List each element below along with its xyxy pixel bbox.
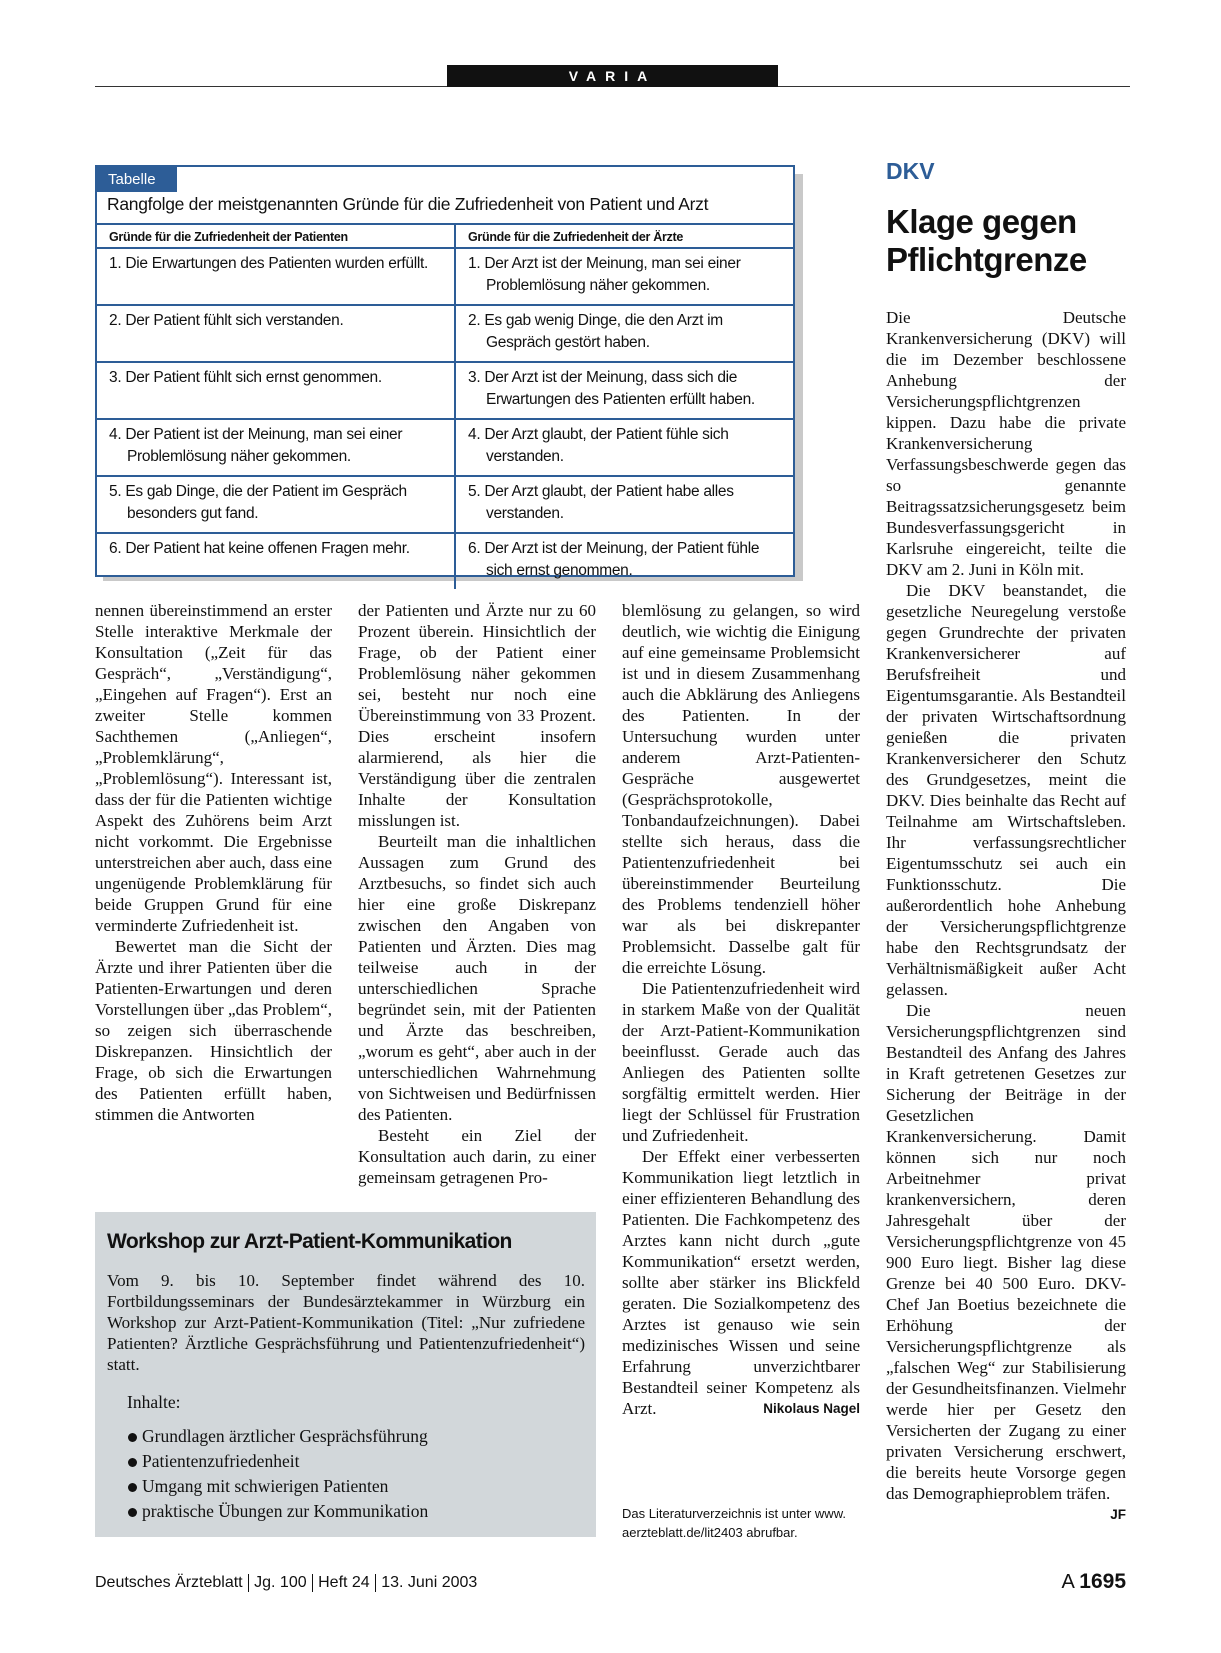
article-paragraph: Der Effekt einer verbesserten Kommunikation liegt letztlich in einer effizienteren Behandlung des Patienten. Die Fachkompetenz des Arztes kann nicht durch „gute Kommunikation“ ersetzt werden, sollte aber stärker ins Blickfeld geraten. Die Sozialkompetenz des Arztes ist genauso wie sein medizinisches Wissen und seine Erfahrung unverzichtbarer Bestandteil seiner Kompetenz als Arzt. Nikolaus Nagel [622,1147,860,1418]
dkv-paragraph: Die neuen Versicherungspflichtgrenzen sind Bestandteil des Anfang des Jahres in Kraft getretenen Gesetzes zur Sicherung der Beiträge in der Gesetzlichen Krankenversicherung. Damit können sich nur noch Arbeitnehmer privat krankenversichern, deren Jahresgehalt über der Versicherungspflichtgrenze von 45 900 Euro liegt. Bisher lag diese Grenze bei 40 500 Euro. DKV-Chef Jan Boetius bezeichnete die Erhöhung der Versicherungspflichtgrenze als „falschen Weg“ zur Stabilisierung der Gesundheitsfinanzen. Vielmehr werde hier per Gesetz den Versicherten der Zugang zu einer privaten Versicherung erschwert, die bereits heute Vorsorge gegen das Demographieproblem träfen. JF [886,1000,1126,1504]
table-row [97,475,793,532]
journal-name: Deutsches Ärzteblatt [95,1574,243,1591]
article-paragraph: nennen übereinstimmend an erster Stelle interaktive Merkmale der Konsultation („Zeit für das Gespräch“, „Verständigung“, „Eingehen auf Fragen“). Erst an zweiter Stelle kommen Sachthemen („Anliegen“, „Problemklärung“, „Problemlösung“). Interessant ist, dass der für die Patienten wichtige Aspekt des Zuhörens beim Arzt nicht vorkommt. Die Ergebnisse unterstreichen aber auch, dass eine ungenügende Problemklärung für beide Gruppen Grund für eine verminderte Zufriedenheit ist. [95,601,332,935]
table-cell-patient: 3. Der Patient fühlt sich ernst genommen. [97,363,456,418]
dkv-paragraph: Die DKV beanstandet, die gesetzliche Neuregelung verstoße gegen Grundrechte der privaten Krankenversicherer auf Berufsfreiheit und Eigentumsgarantie. Als Bestandteil der privaten Wirtschaftsordnung genießen die privaten Krankenversicherer den Schutz des Grundgesetzes, meint die DKV. Dies beinhalte das Recht auf Teilnahme am Wirtschaftsleben. Ihr verfassungsrechtlicher Eigentumsschutz sei auch ein Funktionsschutz. Die außerordentlich hohe Anhebung der Versicherungspflichtgrenze habe den Rechtsgrundsatz der Verhältnismäßigkeit außer Acht gelassen. [886,581,1126,999]
dkv-headline: Klage gegen Pflichtgrenze [886,203,1087,278]
table-cell-patient: 6. Der Patient hat keine offenen Fragen mehr. [97,534,456,589]
workshop-contents-label: Inhalte: [127,1392,181,1412]
table-cell-patient: 2. Der Patient fühlt sich verstanden. [97,306,456,361]
table-title: Rangfolge der meistgenannten Gründe für die Zufriedenheit von Patient und Arzt [107,194,709,214]
workshop-contents-list [127,1424,428,1524]
table-row [97,247,793,304]
table-row [97,304,793,361]
workshop-title: Workshop zur Arzt-Patient-Kommunikation [107,1230,512,1253]
dkv-author: JF [1110,1507,1126,1522]
dkv-article-column [886,307,1126,1525]
table-cell-doctor: 6. Der Arzt ist der Meinung, der Patient fühle sich ernst genommen. [468,540,760,579]
table-grid [97,223,793,589]
table-row [97,361,793,418]
article-paragraph: der Patienten und Ärzte nur zu 60 Prozent überein. Hinsichtlich der Frage, ob der Patient einer Problemlösung näher gekommen sei, besteht nur noch eine Übereinstimmung von 33 Prozent. Dies erscheint insofern alarmierend, als hier die Verständigung über die zentralen Inhalte der Konsultation misslungen ist. [358,601,596,830]
column-header-doctors: Gründe für die Zufriedenheit der Ärzte [468,230,684,244]
footer-separator [248,1574,250,1592]
article-paragraph: blemlösung zu gelangen, so wird deutlich, wie wichtig die Einigung auf eine gemeinsame Problemsicht ist und in diesem Zusammenhang auch die Abklärung des Anliegens des Patienten. In der Untersuchung wurden unter anderem Arzt-Patienten-Gespräche ausgewertet (Gesprächsprotokolle, Tonbandaufzeichnungen). Dabei stellte sich heraus, dass die Patientenzufriedenheit bei übereinstimmender Beurteilung des Problems tendenziell höher war als bei diskrepanter Problemsicht. Dasselbe galt für die erreichte Lösung. [622,601,860,977]
list-item: Patientenzufriedenheit [127,1449,428,1474]
journal-issue: Heft 24 [318,1574,370,1591]
table-cell-doctor: 2. Es gab wenig Dinge, die den Arzt im Gespräch gestört haben. [468,312,723,351]
table-row [97,418,793,475]
table-body [97,247,793,589]
list-item: Grundlagen ärztlicher Gesprächsführung [127,1424,428,1449]
table-cell-doctor: 4. Der Arzt glaubt, der Patient fühle sich verstanden. [468,426,729,465]
table-header-row [97,223,793,247]
journal-volume: Jg. 100 [254,1574,307,1591]
article-author: Nikolaus Nagel [763,1401,860,1416]
table-cell-patient: 5. Es gab Dinge, die der Patient im Gespräch besonders gut fand. [97,477,456,532]
table-row [97,532,793,589]
dkv-kicker: DKV [886,158,935,184]
table-tag: Tabelle [97,167,177,192]
article-column-2 [358,600,596,1188]
table-cell-doctor: 5. Der Arzt glaubt, der Patient habe alles verstanden. [468,483,734,522]
footer-separator [375,1574,377,1592]
dkv-paragraph: Die Deutsche Krankenversicherung (DKV) will die im Dezember beschlossene Anhebung der Versicherungspflichtgrenzen kippen. Dazu habe die private Krankenversicherung Verfassungsbeschwerde gegen das so genannte Beitragssatzsicherungsgesetz beim Bundesverfassungsgericht in Karlsruhe eingereicht, teilte die DKV am 2. Juni in Köln mit. [886,308,1126,579]
article-paragraph: Bewertet man die Sicht der Ärzte und ihrer Patienten über die Patienten-Erwartungen und deren Vorstellungen über „das Problem“, so zeigen sich überraschende Diskrepanzen. Hinsichtlich der Frage, ob sich die Erwartungen des Patienten erfüllt haben, stimmen die Antworten [95,937,332,1124]
workshop-text: Vom 9. bis 10. September findet während des 10. Fortbildungsseminars der Bundesärztekammer in Würzburg ein Workshop zur Arzt-Patient-Kommunikation (Titel: „Nur zufriedene Patienten? Ärztliche Gesprächsführung und Patientenzufriedenheit“) statt. [107,1271,585,1374]
article-paragraph: Beurteilt man die inhaltlichen Aussagen zum Grund des Arztbesuchs, so findet sich auch hier eine große Diskrepanz zwischen den Angaben von Patienten und Ärzten. Dies mag teilweise auch in der unterschiedlichen Sprache begründet sein, mit der Patienten und Ärzte das beschreiben, „worum es geht“, aber auch in der unterschiedlichen Wahrnehmung von Sichtweisen und Bedürfnissen des Patienten. [358,832,596,1124]
article-paragraph: Besteht ein Ziel der Konsultation auch darin, zu einer gemeinsam getragenen Pro- [358,1126,596,1187]
page-prefix: A [1061,1571,1074,1593]
table-cell-patient: 4. Der Patient ist der Meinung, man sei einer Problemlösung näher gekommen. [97,420,456,475]
literature-note: Das Literaturverzeichnis ist unter www. aerzteblatt.de/lit2403 abrufbar. [622,1506,846,1540]
workshop-box [95,1212,596,1537]
article-paragraph: Die Patientenzufriedenheit wird in starkem Maße von der Qualität der Arzt-Patient-Kommunikation beeinflusst. Gerade auch das Anliegen des Patienten sollte sorgfältig ermittelt werden. Hier liegt der Schlüssel für Frustration und Zufriedenheit. [622,979,860,1145]
page-number [1061,1570,1126,1594]
page-number-value: 1695 [1079,1570,1126,1593]
satisfaction-table [95,165,795,577]
column-header-patients: Gründe für die Zufriedenheit der Patienten [97,225,456,247]
section-label: VARIA [447,65,778,87]
footer-citation [95,1574,477,1592]
table-cell-doctor: 3. Der Arzt ist der Meinung, dass sich die Erwartungen des Patienten erfüllt haben. [468,369,755,408]
table-cell-patient: 1. Die Erwartungen des Patienten wurden erfüllt. [97,249,456,304]
table-cell-doctor: 1. Der Arzt ist der Meinung, man sei einer Problemlösung näher gekommen. [468,255,741,294]
article-column-3 [622,600,860,1419]
footer-separator [312,1574,314,1592]
journal-date: 13. Juni 2003 [381,1574,478,1591]
list-item: Umgang mit schwierigen Patienten [127,1474,428,1499]
article-column-1 [95,600,332,1125]
list-item: praktische Übungen zur Kommunikation [127,1499,428,1524]
